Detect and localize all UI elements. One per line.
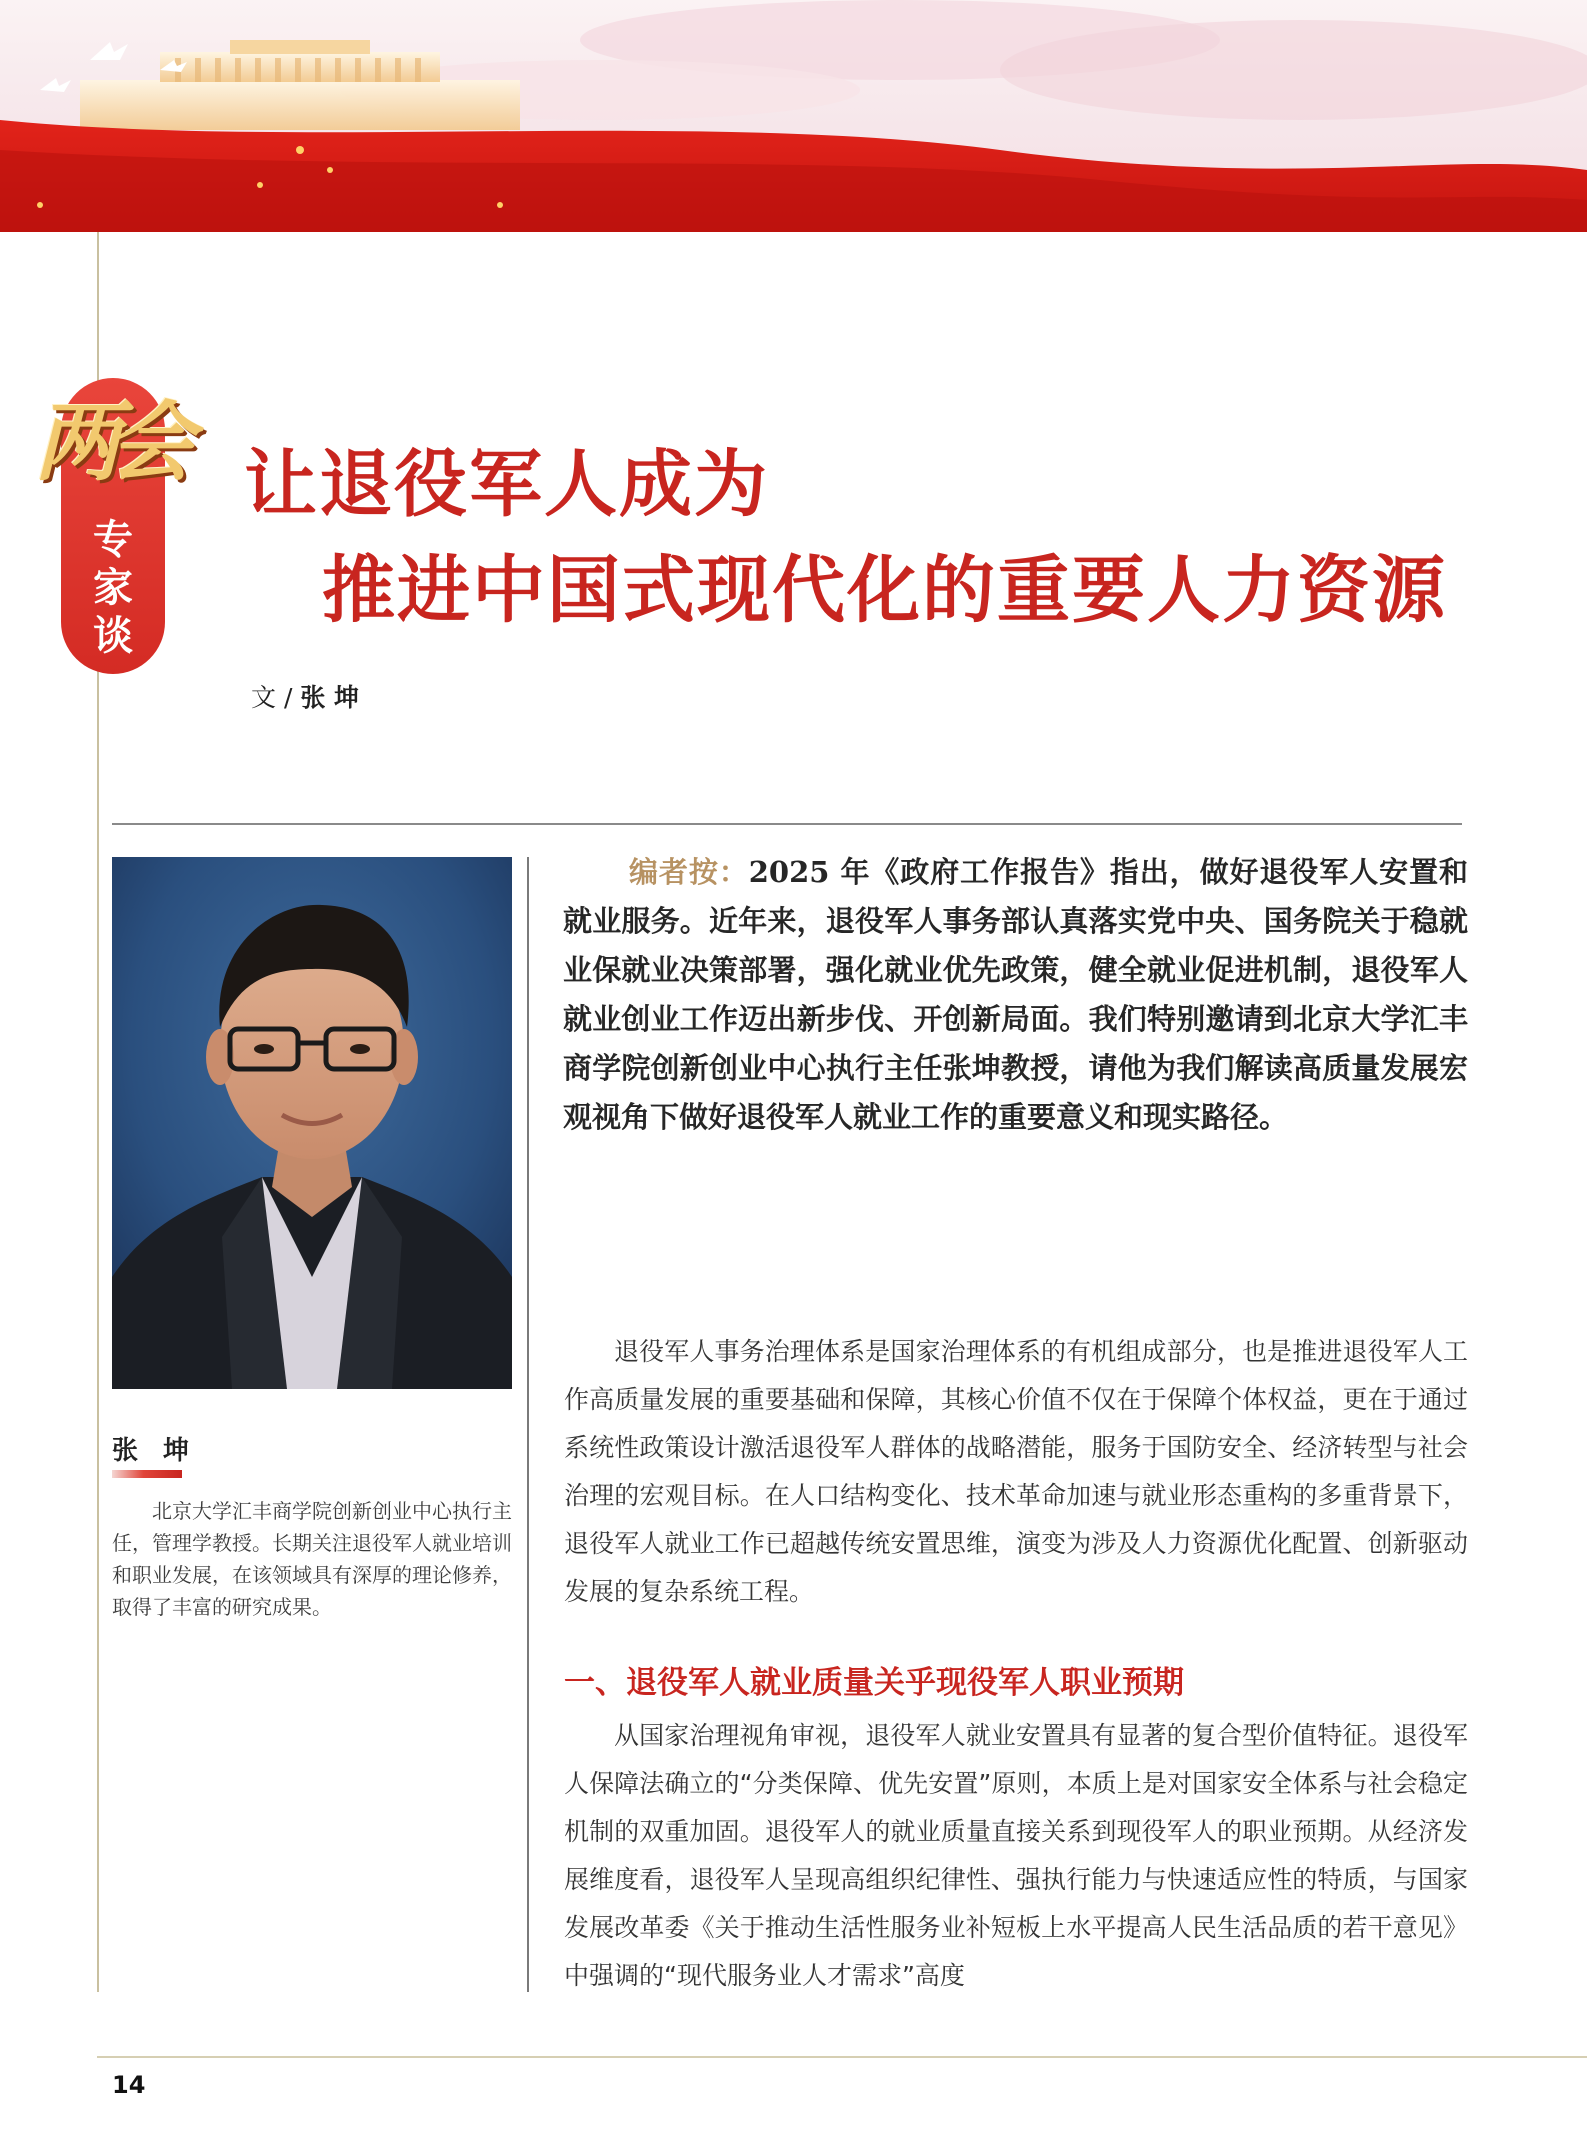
author-portrait <box>112 857 512 1389</box>
author-name: 张 坤 <box>112 1436 198 1466</box>
column-badge <box>28 378 188 678</box>
author-bio: 北京大学汇丰商学院创新创业中心执行主任，管理学教授。长期关注退役军人就业培训和职业发展，在该领域具有深厚的理论修养，取得了丰富的研究成果。 <box>112 1499 512 1619</box>
column-label <box>61 516 165 660</box>
page-number: 14 <box>112 2071 146 2099</box>
editor-note-label: 编者按： <box>629 855 749 889</box>
byline-prefix: 文 / <box>251 683 301 712</box>
column-calligraphy: 两会 <box>34 392 182 493</box>
column-label-char: 家 <box>93 565 133 611</box>
byline-author: 张 坤 <box>300 683 360 712</box>
article-title-line-2: 推进中国式现代化的重要人力资源 <box>322 548 1447 633</box>
section-heading: 一、退役军人就业质量关乎现役军人职业预期 <box>564 1665 1184 1701</box>
header-banner <box>0 0 1587 232</box>
column-divider <box>527 857 529 1992</box>
banner-artwork <box>0 0 1587 232</box>
column-label-char: 专 <box>93 517 133 563</box>
author-accent-bar <box>112 1470 182 1478</box>
column-label-char: 谈 <box>93 613 133 659</box>
frame-bottom-line <box>97 2056 1587 2058</box>
building-silhouette <box>80 40 520 130</box>
editor-note <box>563 848 1468 1142</box>
body-paragraph: 从国家治理视角审视，退役军人就业安置具有显著的复合型价值特征。退役军人保障法确立的“分类保障、优先安置”原则，本质上是对国家安全体系与社会稳定机制的双重加固。退役军人的就业质量直接关系到现役军人的职业预期。从经济发展维度看，退役军人呈现高组织纪律性、强执行能力与快速适应性的特质，与国家发展改革委《关于推动生活性服务业补短板上水平提高人民生活品质的若干意见》中强调的“现代服务业人才需求”高度 <box>564 1721 1468 1990</box>
byline <box>251 678 359 714</box>
body-paragraph: 退役军人事务治理体系是国家治理体系的有机组成部分，也是推进退役军人工作高质量发展的重要基础和保障，其核心价值不仅在于保障个体权益，更在于通过系统性政策设计激活退役军人群体的战略潜能，服务于国防安全、经济转型与社会治理的宏观目标。在人口结构变化、技术革命加速与就业形态重构的多重背景下，退役军人就业工作已超越传统安置思维，演变为涉及人力资源优化配置、创新驱动发展的复杂系统工程。 <box>564 1337 1468 1606</box>
editor-note-text: 2025 年《政府工作报告》指出，做好退役军人安置和就业服务。近年来，退役军人事务部认真落实党中央、国务院关于稳就业保就业决策部署，强化就业优先政策，健全就业促进机制，退役军人就业创业工作迈出新步伐、开创新局面。我们特别邀请到北京大学汇丰商学院创新创业中心执行主任张坤教授，请他为我们解读高质量发展宏观视角下做好退役军人就业工作的重要意义和现实路径。 <box>563 855 1468 1134</box>
article-title-line-1: 让退役军人成为 <box>244 442 769 527</box>
section-divider <box>112 823 1462 825</box>
